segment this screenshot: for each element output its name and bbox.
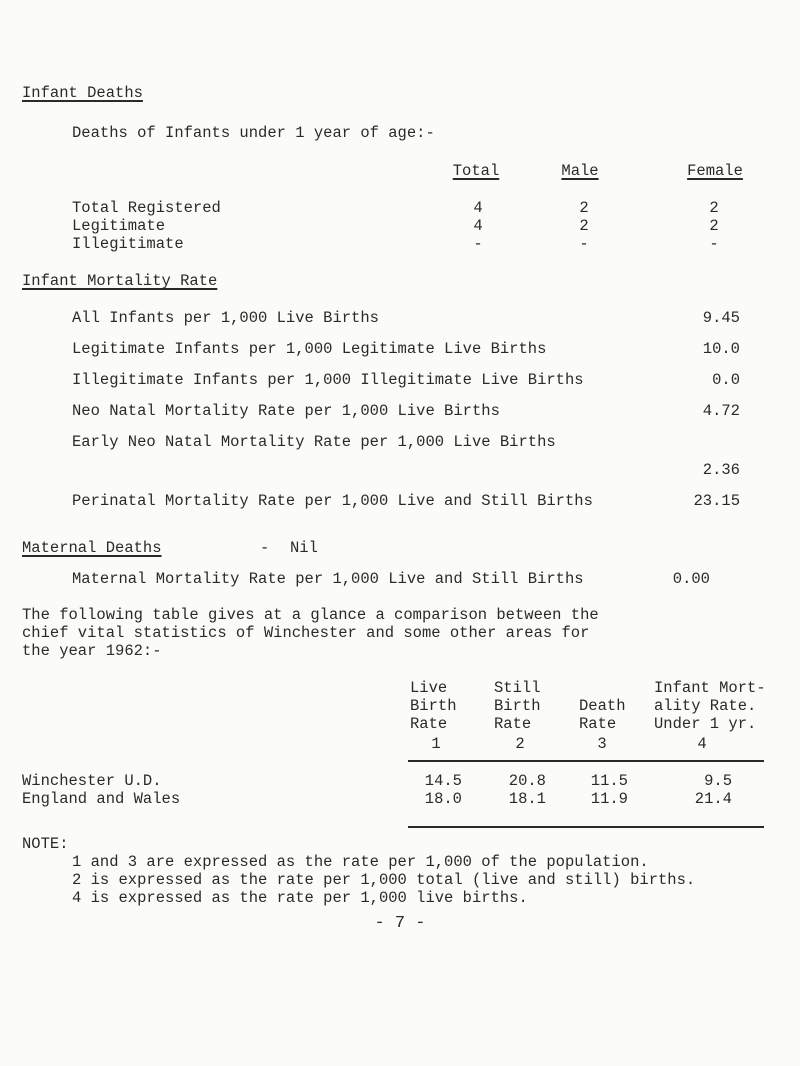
cell-legitimate-total: 4	[473, 217, 483, 235]
col3-header-number: 3	[597, 735, 607, 753]
england-death-rate: 11.9	[590, 790, 628, 808]
maternal-rate-value: 0.00	[672, 570, 710, 588]
winchester-infant-mortality-rate: 9.5	[704, 772, 732, 790]
col2-header-line-1: Still	[494, 679, 541, 697]
cell-legitimate-male: 2	[579, 217, 589, 235]
column-header-total: Total	[452, 162, 500, 180]
row-label-legitimate: Legitimate	[72, 217, 166, 235]
column-header-male: Male	[561, 162, 599, 180]
mortality-value-early-neo-natal: 2.36	[702, 461, 740, 479]
note-line-1: 1 and 3 are expressed as the rate per 1,000 of the population.	[72, 853, 649, 871]
row-label-illegitimate: Illegitimate	[72, 235, 184, 253]
cell-legitimate-female: 2	[709, 217, 719, 235]
table-rule-top	[408, 760, 764, 762]
comparison-intro-line-1: The following table gives at a glance a comparison between the	[22, 606, 599, 624]
col1-header-line-1: Live	[410, 679, 448, 697]
mortality-label-illegitimate: Illegitimate Infants per 1,000 Illegitimate Live Births	[72, 371, 584, 389]
note-line-3: 4 is expressed as the rate per 1,000 live births.	[72, 889, 528, 907]
row-label-total-registered: Total Registered	[72, 199, 221, 217]
col1-header-line-3: Rate	[410, 715, 448, 733]
col4-header-line-2: ality Rate.	[654, 697, 757, 715]
page-number: - 7 -	[374, 914, 426, 933]
winchester-death-rate: 11.5	[590, 772, 628, 790]
maternal-deaths-nil: Nil	[290, 539, 318, 557]
infant-mortality-heading: Infant Mortality Rate	[22, 272, 218, 290]
col1-header-line-2: Birth	[410, 697, 457, 715]
col1-header-number: 1	[431, 735, 441, 753]
infant-deaths-heading: Infant Deaths	[22, 84, 143, 102]
comparison-intro-line-3: the year 1962:-	[22, 642, 162, 660]
england-infant-mortality-rate: 21.4	[694, 790, 732, 808]
cell-illegitimate-male: -	[579, 235, 589, 253]
comparison-row-label-winchester: Winchester U.D.	[22, 772, 162, 790]
england-still-birth-rate: 18.1	[508, 790, 546, 808]
winchester-still-birth-rate: 20.8	[508, 772, 546, 790]
mortality-value-all-infants: 9.45	[702, 309, 740, 327]
mortality-value-perinatal: 23.15	[693, 492, 740, 510]
cell-illegitimate-total: -	[473, 235, 483, 253]
mortality-value-neo-natal: 4.72	[702, 402, 740, 420]
mortality-label-perinatal: Perinatal Mortality Rate per 1,000 Live and Still Births	[72, 492, 593, 510]
table-rule-bottom	[408, 826, 764, 828]
maternal-rate-label: Maternal Mortality Rate per 1,000 Live and Still Births	[72, 570, 584, 588]
col4-header-line-1: Infant Mort-	[654, 679, 766, 697]
col2-header-number: 2	[515, 735, 525, 753]
note-label: NOTE:	[22, 835, 69, 853]
cell-total-registered-female: 2	[709, 199, 719, 217]
mortality-label-all-infants: All Infants per 1,000 Live Births	[72, 309, 379, 327]
england-live-birth-rate: 18.0	[424, 790, 462, 808]
mortality-value-illegitimate: 0.0	[712, 371, 740, 389]
col2-header-line-2: Birth	[494, 697, 541, 715]
cell-illegitimate-female: -	[709, 235, 719, 253]
column-header-female: Female	[687, 162, 743, 180]
infant-deaths-intro: Deaths of Infants under 1 year of age:-	[72, 124, 435, 142]
comparison-row-label-england-wales: England and Wales	[22, 790, 181, 808]
col2-header-line-3: Rate	[494, 715, 532, 733]
comparison-intro-line-2: chief vital statistics of Winchester and some other areas for	[22, 624, 590, 642]
col3-header-line-3: Rate	[579, 715, 617, 733]
mortality-label-neo-natal: Neo Natal Mortality Rate per 1,000 Live Births	[72, 402, 500, 420]
maternal-deaths-heading: Maternal Deaths	[22, 539, 162, 557]
winchester-live-birth-rate: 14.5	[424, 772, 462, 790]
col4-header-number: 4	[697, 735, 707, 753]
mortality-label-early-neo-natal: Early Neo Natal Mortality Rate per 1,000 Live Births	[72, 433, 556, 451]
cell-total-registered-male: 2	[579, 199, 589, 217]
col3-header-line-2: Death	[579, 697, 626, 715]
note-line-2: 2 is expressed as the rate per 1,000 total (live and still) births.	[72, 871, 696, 889]
mortality-value-legitimate: 10.0	[702, 340, 740, 358]
cell-total-registered-total: 4	[473, 199, 483, 217]
mortality-label-legitimate: Legitimate Infants per 1,000 Legitimate Live Births	[72, 340, 547, 358]
col4-header-line-3: Under 1 yr.	[654, 715, 757, 733]
maternal-deaths-dash: -	[260, 539, 270, 557]
